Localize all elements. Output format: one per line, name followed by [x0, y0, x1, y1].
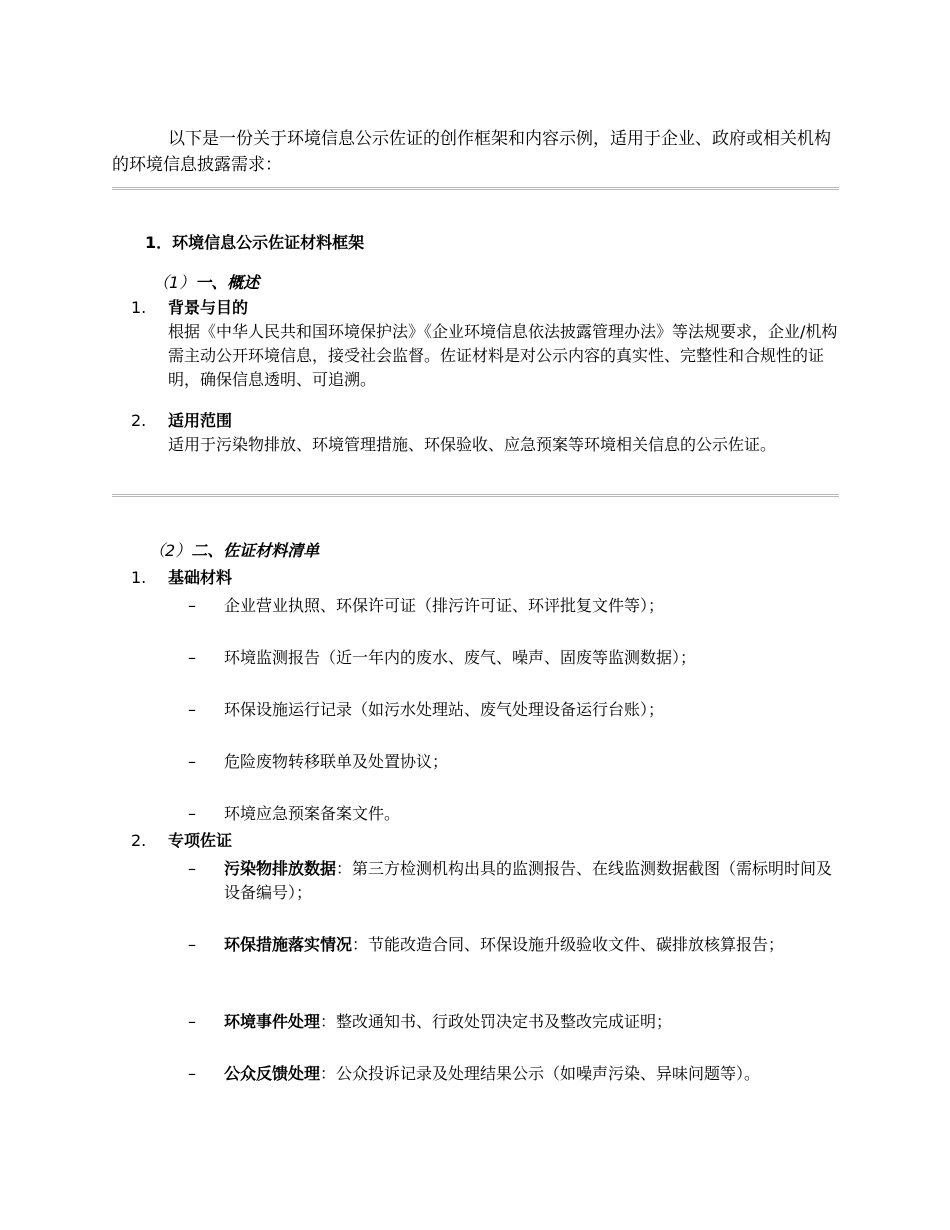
- dash-marker: –: [188, 648, 196, 667]
- part-heading-materials: [149, 540, 319, 562]
- dash-marker: –: [188, 700, 196, 719]
- part-title: 二、佐证材料清单: [191, 541, 320, 560]
- item-title: 专项佐证: [168, 831, 233, 850]
- list-item-text: [224, 1010, 840, 1034]
- list-item-text: 危险废物转移联单及处置协议；: [224, 752, 449, 771]
- list-item-text: 环境应急预案备案文件。: [224, 804, 401, 823]
- list-item-text: [224, 1062, 840, 1086]
- list-marker: 2.: [131, 411, 147, 430]
- horizontal-rule: [112, 187, 839, 190]
- list-item-label: 环保措施落实情况: [224, 935, 353, 954]
- list-item-text: 企业营业执照、环保许可证（排污许可证、环评批复文件等）；: [224, 596, 665, 615]
- item-title: 基础材料: [168, 568, 233, 587]
- item-title: 适用范围: [168, 411, 233, 430]
- dash-marker: –: [188, 935, 196, 954]
- list-item-text: 环保设施运行记录（如污水处理站、废气处理设备运行台账）；: [224, 700, 665, 719]
- item-body: 适用于污染物排放、环境管理措施、环保验收、应急预案等环境相关信息的公示佐证。: [168, 435, 777, 454]
- list-item-label: 污染物排放数据: [224, 859, 337, 878]
- dash-marker: –: [188, 1012, 196, 1031]
- list-marker: 2.: [131, 831, 147, 850]
- dash-marker: –: [188, 596, 196, 615]
- list-item-label: 公众反馈处理: [224, 1064, 321, 1083]
- list-item-text: [224, 857, 840, 905]
- dash-marker: –: [188, 752, 196, 771]
- section-heading: 1．环境信息公示佐证材料框架: [145, 233, 365, 252]
- list-item-label: 环境事件处理: [224, 1012, 321, 1031]
- list-item-text: [224, 933, 840, 957]
- part-title: 一、概述: [195, 273, 260, 292]
- part-number: （1）: [153, 273, 196, 292]
- dash-marker: –: [188, 859, 196, 878]
- list-marker: 1.: [131, 298, 147, 317]
- list-item-detail: ：第三方检测机构出具的监测报告、在线监测数据截图（需标明时间及设备编号）；: [224, 859, 833, 902]
- horizontal-rule: [112, 494, 839, 497]
- intro-paragraph: 以下是一份关于环境信息公示佐证的创作框架和内容示例，适用于企业、政府或相关机构的环境信息披露需求：: [112, 129, 831, 175]
- part-number: （2）: [149, 541, 192, 560]
- dash-marker: –: [188, 804, 196, 823]
- list-item-text: 环境监测报告（近一年内的废水、废气、噪声、固废等监测数据）；: [224, 648, 697, 667]
- item-title: 背景与目的: [168, 298, 249, 317]
- dash-marker: –: [188, 1064, 196, 1083]
- item-body: 根据《中华人民共和国环境保护法》《企业环境信息依法披露管理办法》等法规要求，企业/机构需主动公开环境信息，接受社会监督。佐证材料是对公示内容的真实性、完整性和合规性的证明，确保信息透明、可追溯。: [168, 322, 838, 389]
- list-item-detail: ：整改通知书、行政处罚决定书及整改完成证明；: [320, 1012, 673, 1031]
- list-item-detail: ：节能改造合同、环保设施升级验收文件、碳排放核算报告；: [352, 935, 785, 954]
- list-item-detail: ：公众投诉记录及处理结果公示（如噪声污染、异味问题等）。: [320, 1064, 761, 1083]
- list-marker: 1.: [131, 568, 147, 587]
- part-heading-overview: [153, 272, 259, 294]
